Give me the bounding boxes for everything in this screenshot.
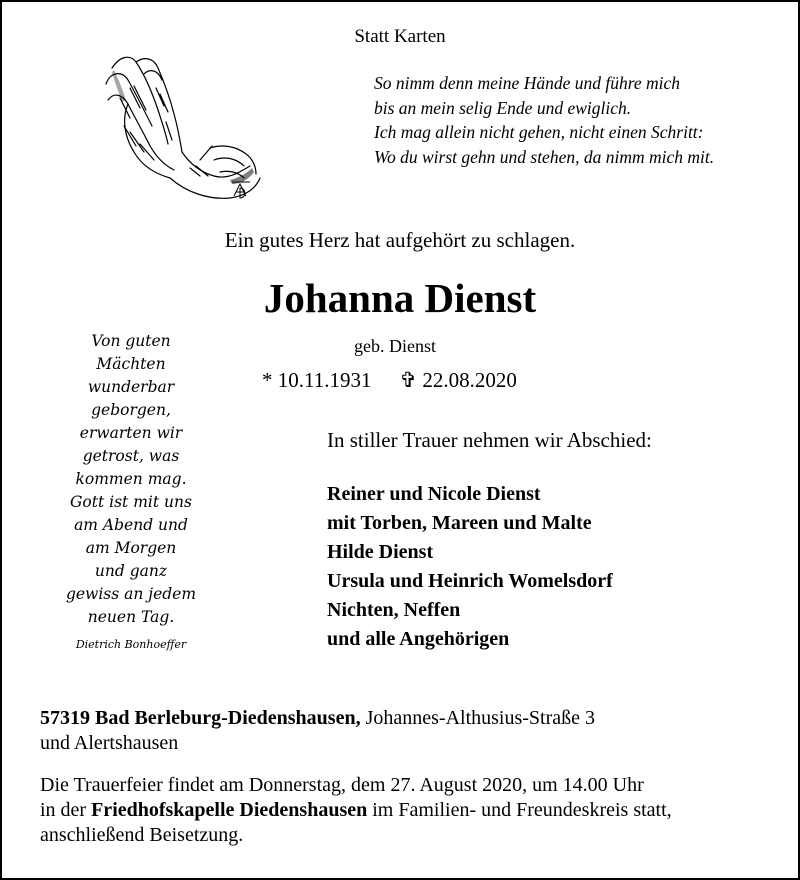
birth-name: geb. Dienst <box>354 336 436 356</box>
death-date: ✞ 22.08.2020 <box>399 368 517 392</box>
quote-line: getrost, was <box>82 447 180 465</box>
address-place: 57319 Bad Berleburg-Diedenshausen, <box>40 707 361 729</box>
family-list <box>327 480 613 654</box>
quote-line: am Abend und <box>74 516 188 534</box>
service-info <box>40 773 672 848</box>
praying-hands-icon <box>100 48 265 213</box>
service-line1: Die Trauerfeier findet am Donnerstag, dem 27. August 2020, um 14.00 Uhr <box>40 774 644 796</box>
quote-line: wunderbar <box>87 378 175 396</box>
quote-line: erwarten wir <box>79 424 183 442</box>
quote-line: geborgen, <box>91 401 171 419</box>
family-member: mit Torben, Mareen und Malte <box>327 512 592 534</box>
quote-line: am Morgen <box>85 539 177 557</box>
quote-author: Dietrich Bonhoeffer <box>75 638 187 651</box>
quote-line: neuen Tag. <box>87 608 175 626</box>
address-block <box>40 706 595 756</box>
quote-line: Mächten <box>96 355 166 373</box>
address-line2: und Alertshausen <box>40 732 179 754</box>
deceased-name: Johanna Dienst <box>263 275 537 321</box>
poem-line: bis an mein selig Ende und ewiglich. <box>374 97 632 118</box>
family-member: Hilde Dienst <box>327 541 434 563</box>
service-line2-post: im Familien- und Freundeskreis statt, <box>367 799 672 821</box>
poem-line: Wo du wirst gehn und stehen, da nimm mich mit. <box>374 146 715 167</box>
service-line2-pre: in der <box>40 799 92 821</box>
address-street: Johannes-Althusius-Straße 3 <box>360 707 596 729</box>
family-member: Ursula und Heinrich Womelsdorf <box>327 570 613 592</box>
service-line3: anschließend Beisetzung. <box>40 824 244 846</box>
poem-verse <box>374 71 714 169</box>
mourning-line: In stiller Trauer nehmen wir Abschied: <box>327 428 652 452</box>
family-member: und alle Angehörigen <box>327 628 510 650</box>
family-member: Nichten, Neffen <box>327 599 461 621</box>
family-member: Reiner und Nicole Dienst <box>327 483 541 505</box>
poem-line: So nimm denn meine Hände und führe mich <box>374 73 681 93</box>
header-statt-karten: Statt Karten <box>354 26 446 47</box>
chapel-name: Friedhofskapelle Diedenshausen <box>91 799 368 821</box>
quote-line: Von guten <box>91 332 171 350</box>
birth-date: * 10.11.1931 <box>262 368 372 392</box>
life-dates <box>262 368 517 393</box>
quote-line: Gott ist mit uns <box>70 493 192 511</box>
tagline: Ein gutes Herz hat aufgehört zu schlagen. <box>224 228 576 252</box>
poem-line: Ich mag allein nicht gehen, nicht einen Schritt: <box>374 122 704 142</box>
bonhoeffer-quote <box>50 330 212 656</box>
quote-line: kommen mag. <box>75 470 187 488</box>
quote-line: und ganz <box>94 562 168 580</box>
quote-line: gewiss an jedem <box>65 585 197 603</box>
